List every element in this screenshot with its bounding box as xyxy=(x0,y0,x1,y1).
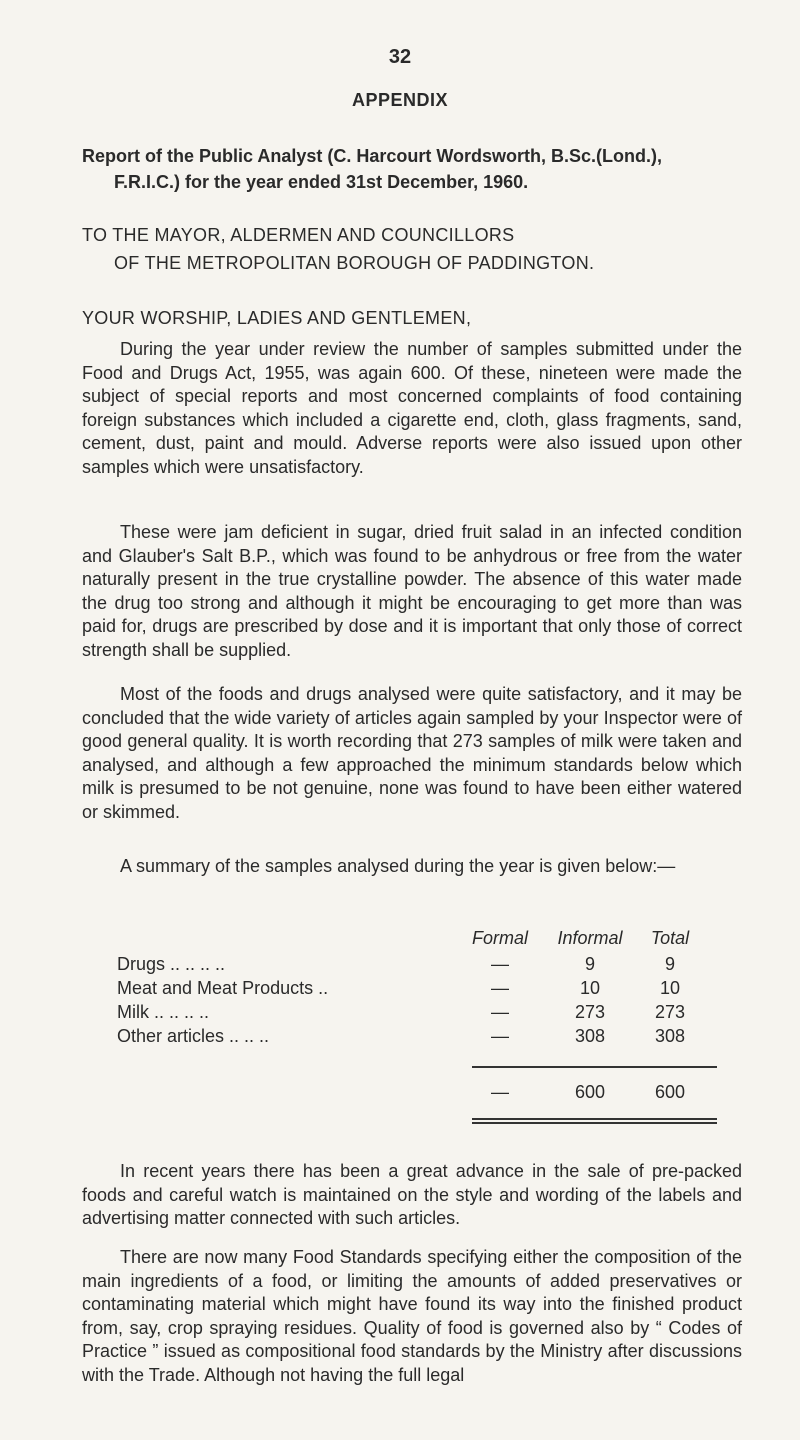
section-heading: APPENDIX xyxy=(351,90,449,110)
addressee-line-2: OF THE METROPOLITAN BOROUGH OF PADDINGTON. xyxy=(114,253,595,273)
column-header-formal: Formal xyxy=(471,928,528,948)
column-header-total: Total xyxy=(650,928,690,948)
addressee-line-1: TO THE MAYOR, ALDERMEN AND COUNCILLORS xyxy=(82,225,515,245)
table-row: Milk .. .. .. .. — 273 273 xyxy=(117,1002,686,1022)
paragraph-1: During the year under review the number of samples submitted under the Food and Drugs Act, 1955, was again 600. Of these, nineteen were made the subject of special reports and most concerned complaints of food containing foreign substances which included a cigarette end, cloth, glass fragments, sand, cement, dust, paint and mould. Adverse reports were also issued upon other samples which were unsatisfactory. xyxy=(82,339,742,477)
paragraph-6: There are now many Food Standards specifying either the composition of the main ingredients of a food, or limiting the amounts of added preservatives or contaminating material which might have found its way into the finished product from, say, crop spraying residues. Quality of food is governed also by “ Codes of Practice ” issued as compositional food standards by the Ministry after discussions with the Trade. Although not having the full legal xyxy=(82,1247,742,1385)
table-header-row xyxy=(117,928,717,952)
table-total-row: — 600 600 xyxy=(491,1082,686,1102)
table-row: Meat and Meat Products .. — 10 10 xyxy=(117,978,681,998)
report-title-line-1: Report of the Public Analyst (C. Harcourt Wordsworth, B.Sc.(Lond.), xyxy=(82,146,663,166)
paragraph-3: Most of the foods and drugs analysed were quite satisfactory, and it may be concluded that the wide variety of articles again sampled by your Inspector were of good general quality. It is worth recording that 273 samples of milk were taken and analysed, and although a few approached the minimum standards below which milk is presumed to be not genuine, none was found to have been either watered or skimmed. xyxy=(82,684,742,822)
salutation: YOUR WORSHIP, LADIES AND GENTLEMEN, xyxy=(82,308,472,328)
paragraph-4: A summary of the samples analysed during the year is given below:— xyxy=(120,856,676,876)
report-title-line-2: F.R.I.C.) for the year ended 31st December, 1960. xyxy=(114,172,529,192)
paragraph-5: In recent years there has been a great advance in the sale of pre-packed foods and careful watch is maintained on the style and wording of the labels and advertising matter connected with such articles. xyxy=(82,1161,742,1229)
subtotal-rule xyxy=(472,1066,717,1068)
paragraph-2: These were jam deficient in sugar, dried fruit salad in an infected condition and Glauber's Salt B.P., which was found to be anhydrous or free from the water naturally present in the true crystalline powder. The absence of this water made the drug too strong and although it might be encouraging to get more than was paid for, drugs are prescribed by dose and it is important that only those of correct strength shall be supplied. xyxy=(82,522,742,660)
table-row: Other articles .. .. .. — 308 308 xyxy=(117,1026,686,1046)
column-header-informal: Informal xyxy=(557,928,623,948)
report-title xyxy=(82,143,742,195)
table-row: Drugs .. .. .. .. — 9 9 xyxy=(117,954,675,974)
total-rule-lower xyxy=(472,1122,717,1124)
page-number: 32 xyxy=(388,46,412,68)
total-rule-upper xyxy=(472,1118,717,1120)
